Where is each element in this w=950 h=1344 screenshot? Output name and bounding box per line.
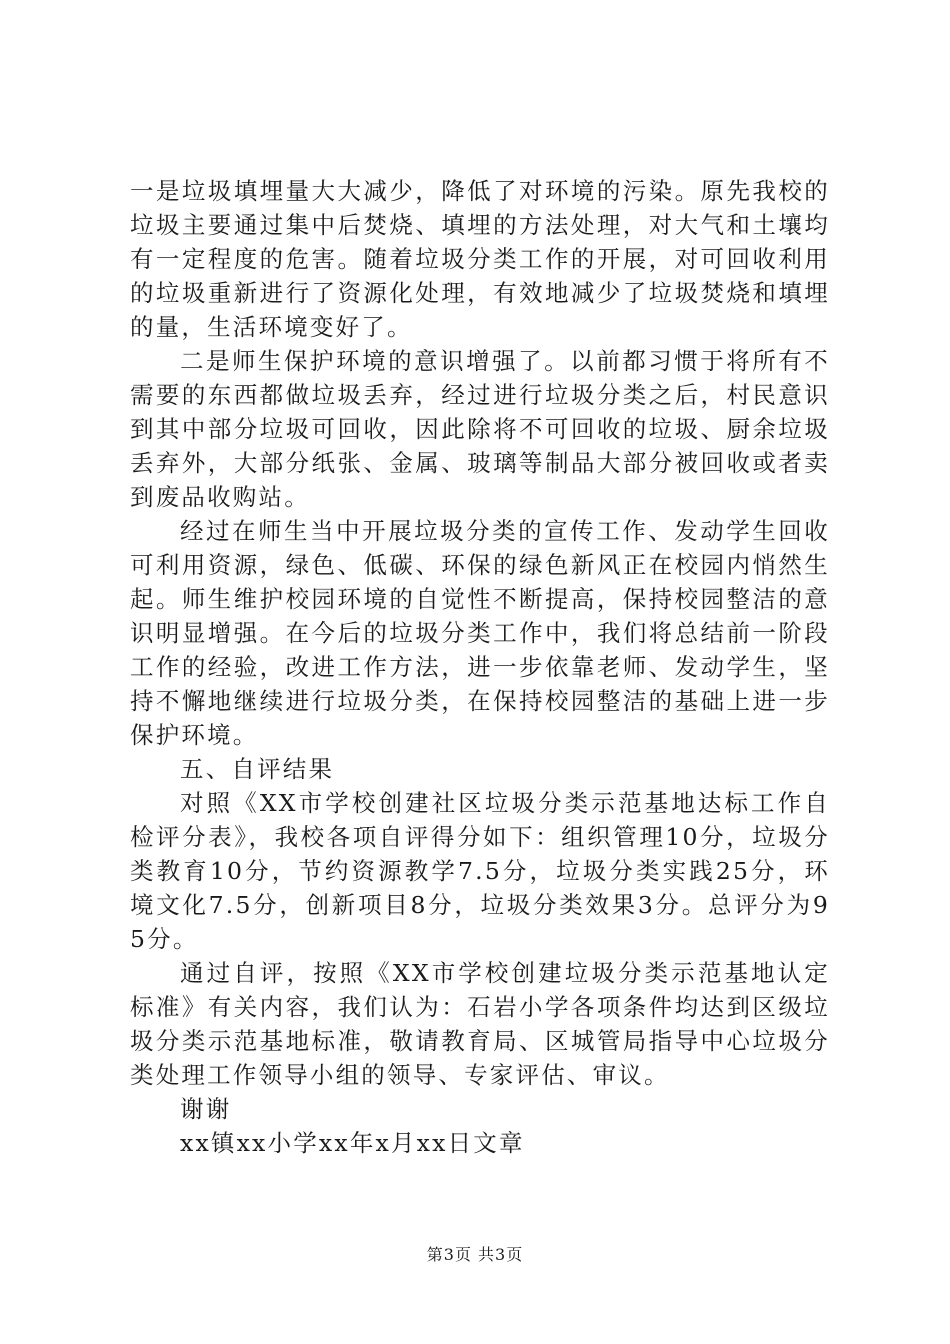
page-footer: 第3页 共3页	[426, 1245, 524, 1264]
paragraph-5: 通过自评，按照《XX市学校创建垃圾分类示范基地认定标准》有关内容，我们认为：石岩小学各项条件均达到区级垃圾分类示范基地标准，敬请教育局、区城管局指导中心垃圾分类处理工作领导小组的领导、专家评估、审议。	[130, 959, 830, 1089]
document-body	[130, 174, 830, 1160]
section-heading: 五、自评结果	[180, 755, 335, 783]
paragraph-1: 一是垃圾填埋量大大减少，降低了对环境的污染。原先我校的垃圾主要通过集中后焚烧、填埋的方法处理，对大气和土壤均有一定程度的危害。随着垃圾分类工作的开展，对可回收利用的垃圾重新进行了资源化处理，有效地减少了垃圾焚烧和填埋的量，生活环境变好了。	[130, 177, 830, 341]
paragraph-4: 对照《XX市学校创建社区垃圾分类示范基地达标工作自检评分表》，我校各项自评得分如下：组织管理10分，垃圾分类教育10分，节约资源教学7.5分，垃圾分类实践25分，环境文化7.5分，创新项目8分，垃圾分类效果3分。总评分为95分。	[130, 789, 830, 953]
paragraph-3: 经过在师生当中开展垃圾分类的宣传工作、发动学生回收可利用资源，绿色、低碳、环保的绿色新风正在校园内悄然生起。师生维护校园环境的自觉性不断提高，保持校园整洁的意识明显增强。在今后的垃圾分类工作中，我们将总结前一阶段工作的经验，改进工作方法，进一步依靠老师、发动学生，坚持不懈地继续进行垃圾分类，在保持校园整洁的基础上进一步保护环境。	[130, 517, 830, 749]
paragraph-2: 二是师生保护环境的意识增强了。以前都习惯于将所有不需要的东西都做垃圾丢弃，经过进行垃圾分类之后，村民意识到其中部分垃圾可回收，因此除将不可回收的垃圾、厨余垃圾丢弃外，大部分纸张、金属、玻璃等制品大部分被回收或者卖到废品收购站。	[130, 347, 830, 511]
signature-line: xx镇xx小学xx年x月xx日文章	[180, 1129, 525, 1157]
closing-thanks: 谢谢	[180, 1095, 232, 1123]
